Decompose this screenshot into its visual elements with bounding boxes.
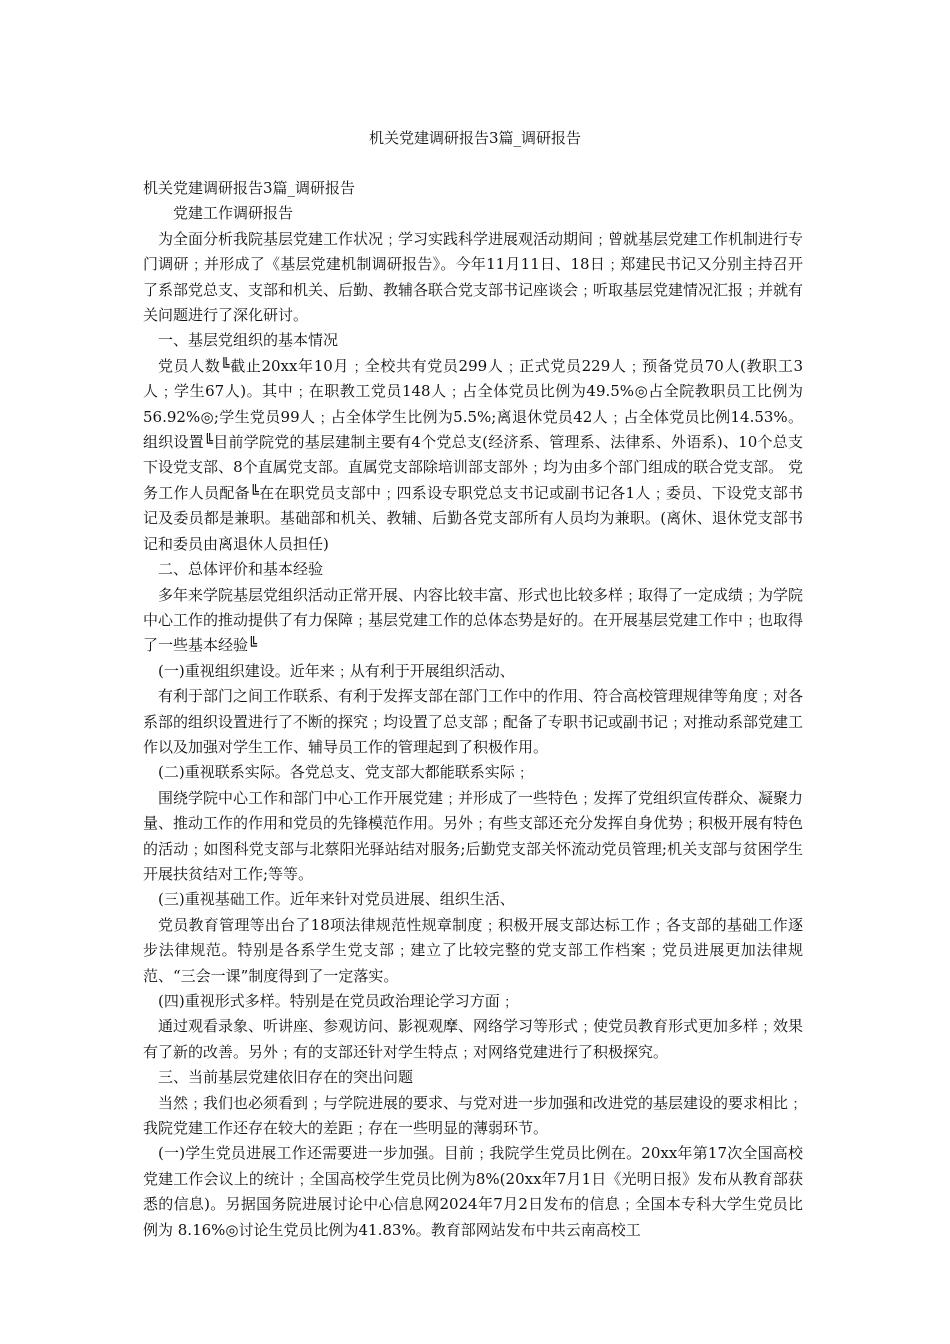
- paragraph: 党员教育管理等出台了18项法律规范性规章制度﹔积极开展支部达标工作﹔各支部的基础工作逐步法律规范。特别是各系学生党支部﹔建立了比较完整的党支部工作档案﹔党员进展更加法律规范、“三会一课”制度得到了一定落实。: [143, 915, 803, 985]
- paragraph: 多年来学院基层党组织活动正常开展、内容比较丰富、形式也比较多样﹔取得了一定成绩﹔为学院中心工作的推动提供了有力保障﹔基层党建工作的总体态势是好的。在开展基层党建工作中﹔也取得了一些基本经验╚: [143, 585, 804, 655]
- section-heading: 一、基层党组织的基本情况: [158, 331, 339, 350]
- paragraph: 通过观看录象、听讲座、参观访问、影视观摩、网络学习等形式﹔使党员教育形式更加多样﹔效果有了新的改善。另外﹔有的支部还针对学生特点﹔对网络党建进行了积极探究。: [143, 1017, 804, 1061]
- subsection-heading: (三)重视基础工作。近年来针对党员进展、组织生活、: [158, 890, 515, 909]
- paragraph: 围绕学院中心工作和部门中心工作开展党建﹔并形成了一些特色﹔发挥了党组织宣传群众、凝聚力量、推动工作的作用和党员的先锋模范作用。另外﹔有些支部还充分发挥自身优势﹔积极开展有特色的活动﹔如图科党支部与北蔡阳光驿站结对服务;后勤党支部关怀流动党员管理;机关支部与贫困学生开展扶贫结对工作;等等。: [143, 788, 804, 883]
- document-title: 机关党建调研报告3篇_调研报告: [368, 129, 582, 147]
- subsection-heading: (四)重视形式多样。特别是在党员政治理论学习方面﹔: [158, 992, 515, 1010]
- paragraph: 党建工作调研报告: [173, 204, 294, 223]
- document-body: [143, 176, 803, 1243]
- section-heading: 二、总体评价和基本经验: [158, 560, 324, 579]
- paragraph: (一)学生党员进展工作还需要进一步加强。目前﹔我院学生党员比例在。20xx年第17次全国高校党建工作会议上的统计﹔全国高校学生党员比例为8%(20xx年7月1日《光明日报》发布从教育部获悉的信息)。另据国务院进展讨论中心信息网2024年7月2日发布的信息﹔全国本专科大学生党员比例为 8.16%◎讨论生党员比例为41.83%。教育部网站发布中共云南高校工: [143, 1144, 803, 1239]
- subsection-heading: (二)重视联系实际。各党总支、党支部大都能联系实际﹔: [158, 763, 530, 782]
- paragraph: 为全面分析我院基层党建工作状况﹔学习实践科学进展观活动期间﹔曾就基层党建工作机制进行专门调研﹔并形成了《基层党建机制调研报告》。今年11月11日、18日﹔郑建民书记又分别主持召开了系部党总支、支部和机关、后勤、教辅各联合党支部书记座谈会﹔听取基层党建情况汇报﹔并就有关问题进行了深化研讨。: [143, 229, 804, 325]
- section-heading: 三、当前基层党建依旧存在的突出问题: [158, 1068, 414, 1087]
- subsection-heading: (一)重视组织建设。近年来﹔从有利于开展组织活动、: [158, 661, 515, 680]
- paragraph: 机关党建调研报告3篇_调研报告: [143, 179, 356, 197]
- paragraph: 党员人数╚截止20xx年10月﹔全校共有党员299人﹔正式党员229人﹔预备党员70人(教职工3人﹔学生67人)。其中﹔在职教工党员148人﹔占全体党员比例为49.5%◎占全院教职员工比例为56.92%◎;学生党员99人﹔占全体学生比例为5.5%;离退休党员42人﹔占全体党员比例14.53%。 组织设置╚目前学院党的基层建制主要有4个党总支(经济系、管理系、法律系、外语系)、10个总支下设党支部、8个直属党支部。直属党支部除培训部支部外﹔均为由多个部门组成的联合党支部。 党务工作人员配备╚在在职党员支部中﹔四系设专职党总支书记或副书记各1人﹔委员、下设党支部书记及委员都是兼职。基础部和机关、教辅、后勤各党支部所有人员均为兼职。(离休、退休党支部书记和委员由离退休人员担任): [143, 356, 803, 553]
- paragraph: 当然﹔我们也必须看到﹔与学院进展的要求、与党对进一步加强和改进党的基层建设的要求相比﹔我院党建工作还存在较大的差距﹔存在一些明显的薄弱环节。: [143, 1093, 804, 1138]
- paragraph: 有利于部门之间工作联系、有利于发挥支部在部门工作中的作用、符合高校管理规律等角度﹔对各系部的组织设置进行了不断的探究﹔均设置了总支部﹔配备了专职书记或副书记﹔对推动系部党建工作以及加强对学生工作、辅导员工作的管理起到了积极作用。: [143, 687, 804, 756]
